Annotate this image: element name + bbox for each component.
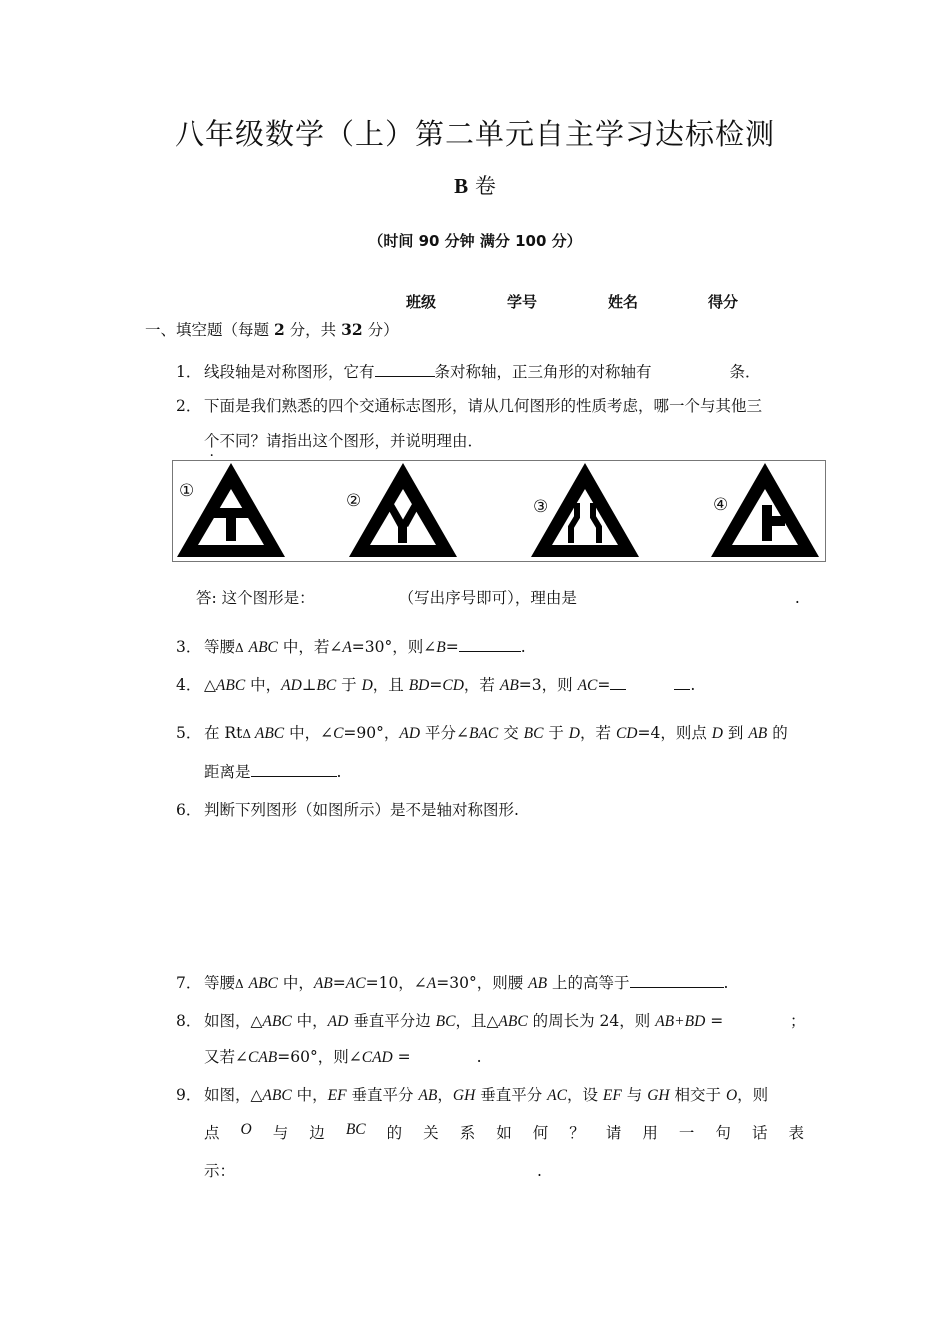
answer-blank[interactable]: [630, 973, 724, 988]
class-field-label: 班级: [406, 293, 437, 311]
t-junction-sign-icon: [175, 461, 287, 561]
question-2: 2． 下面是我们熟悉的四个交通标志图形，请从几何图形的性质考虑，哪一个与其他三: [176, 397, 763, 415]
traffic-signs-figure: [172, 460, 826, 562]
question-1: 1． 线段轴是对称图形，它有 条对称轴，正三角形的对称轴有 条．: [176, 363, 761, 381]
emphasized-char: 个: [204, 432, 220, 450]
page-title: 八年级数学（上）第二单元自主学习达标检测: [174, 117, 775, 151]
paper-label: B 卷: [454, 174, 496, 198]
question-9: 9． 如图，△ABC 中，EF 垂直平分 AB，GH 垂直平分 AC，设 EF 与 GH 相交于 O，则: [176, 1086, 769, 1104]
road-narrows-sign-icon: [529, 461, 641, 561]
question-3: 3． 等腰Δ ABC 中，若∠A=30°，则∠B= .: [176, 638, 526, 656]
student-id-field-label: 学号: [507, 293, 538, 311]
question-4: 4． △ABC 中，AD⊥BC 于 D，且 BD=CD，若 AB=3，则 AC= .: [176, 676, 696, 694]
y-junction-sign-icon: [347, 461, 459, 561]
name-field-label: 姓名: [608, 293, 639, 311]
side-road-sign-icon: [709, 461, 821, 561]
emphasized-text: 一个与其他三: [669, 397, 763, 415]
question-9-line-3: 示： .: [204, 1162, 542, 1180]
time-info: （时间 90 分钟 满分 100 分）: [368, 232, 582, 250]
sign-number-3: ③: [533, 497, 549, 517]
answer-blank[interactable]: [251, 762, 337, 777]
question-9-line-2: 点 O 与 边 BC 的 关 系 如 何 ？ 请 用 一 句 话 表: [204, 1121, 804, 1142]
answer-blank[interactable]: [610, 675, 626, 690]
question-2-answer: 答: 这个图形是： （写出序号即可），理由是 .: [196, 589, 800, 607]
question-5-line-2: 距离是 .: [204, 763, 342, 781]
sign-number-1: ①: [179, 481, 195, 501]
question-2-line-2: 个不同？请指出这个图形，并说明理由．: [204, 432, 484, 450]
question-6: 6． 判断下列图形（如图所示）是不是轴对称图形.: [176, 801, 519, 819]
question-8: 8． 如图，△ABC 中，AD 垂直平分边 BC，且△ABC 的周长为 24，则 AB+BD =: [176, 1012, 724, 1030]
section-heading: 一、填空题（每题 2 分，共 32 分）: [145, 320, 399, 339]
sign-number-2: ②: [346, 491, 362, 511]
score-field-label: 得分: [708, 293, 739, 311]
question-8-semicolon: ；: [790, 1012, 806, 1030]
question-7: 7． 等腰Δ ABC 中，AB=AC=10，∠A=30°，则腰 AB 上的高等于 .: [176, 974, 729, 992]
question-8-line-2: 又若∠CAB=60°，则∠CAD = .: [204, 1048, 482, 1066]
answer-blank[interactable]: [375, 362, 435, 377]
sign-number-4: ④: [713, 495, 729, 515]
question-5: 5． 在 RtΔ ABC 中，∠C=90°，AD 平分∠BAC 交 BC 于 D，若 CD=4，则点 D 到 AB 的: [176, 724, 788, 742]
answer-blank[interactable]: [459, 637, 521, 652]
